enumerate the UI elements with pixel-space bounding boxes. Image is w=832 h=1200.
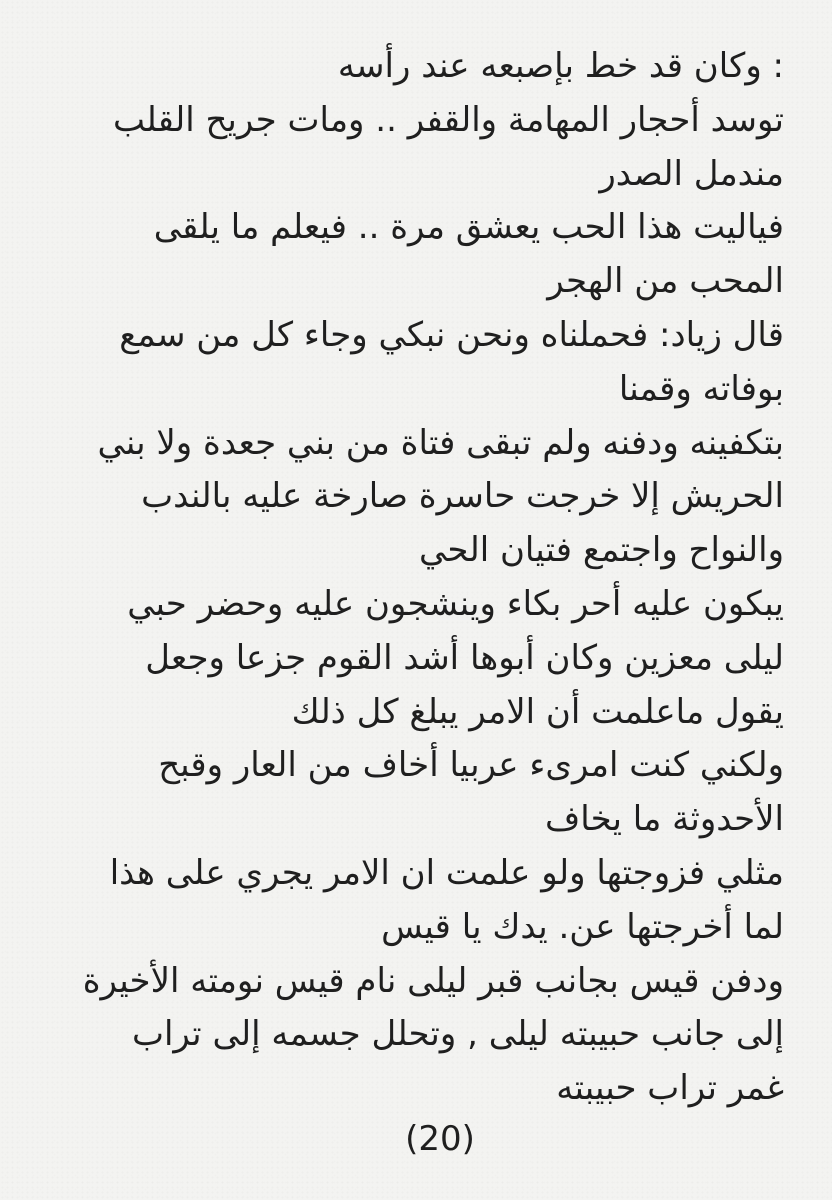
text-line: الحريش إلا خرجت حاسرة صارخة عليه بالندب: [141, 476, 784, 517]
text-line: والنواح واجتمع فتيان الحي: [419, 530, 784, 571]
text-line: ودفن قيس بجانب قبر ليلى نام قيس نومته الأخيرة: [82, 960, 784, 1001]
text-line: يقول ماعلمت أن الامر يبلغ كل ذلك: [291, 691, 784, 732]
text-line: فياليت هذا الحب يعشق مرة .. فيعلم ما يلقى: [153, 207, 784, 248]
text-line: لما أخرجتها عن. يدك يا قيس: [381, 906, 784, 947]
text-line: يبكون عليه أحر بكاء وينشجون عليه وحضر حبي: [127, 583, 784, 624]
text-line: بوفاته وقمنا: [618, 368, 784, 409]
text-line: مندمل الصدر: [599, 153, 784, 194]
text-line: غمر تراب حبيبته: [556, 1068, 784, 1109]
text-line: قال زياد: فحملناه ونحن نبكي وجاء كل من سمع: [119, 314, 784, 355]
text-line: ولكني كنت امرىء عربيا أخاف من العار وقبح: [158, 745, 784, 786]
text-line: مثلي فزوجتها ولو علمت ان الامر يجري على هذا: [109, 852, 784, 893]
text-line: إلى جانب حبيبته ليلى , وتحلل جسمه إلى تراب: [131, 1014, 784, 1055]
text-line: المحب من الهجر: [547, 261, 784, 302]
text-line: توسد أحجار المهامة والقفر .. ومات جريح القلب: [113, 99, 784, 140]
text-line: ليلى معزين وكان أبوها أشد القوم جزعا وجعل: [145, 637, 784, 678]
document-body: [44, 40, 784, 1116]
text-line: بتكفينه ودفنه ولم تبقى فتاة من بني جعدة ولا بني: [97, 422, 784, 463]
text-line: : وكان قد خط بإصبعه عند رأسه: [337, 46, 784, 86]
text-line: الأحدوثة ما يخاف: [544, 799, 784, 840]
page-number: (20): [405, 1119, 475, 1159]
